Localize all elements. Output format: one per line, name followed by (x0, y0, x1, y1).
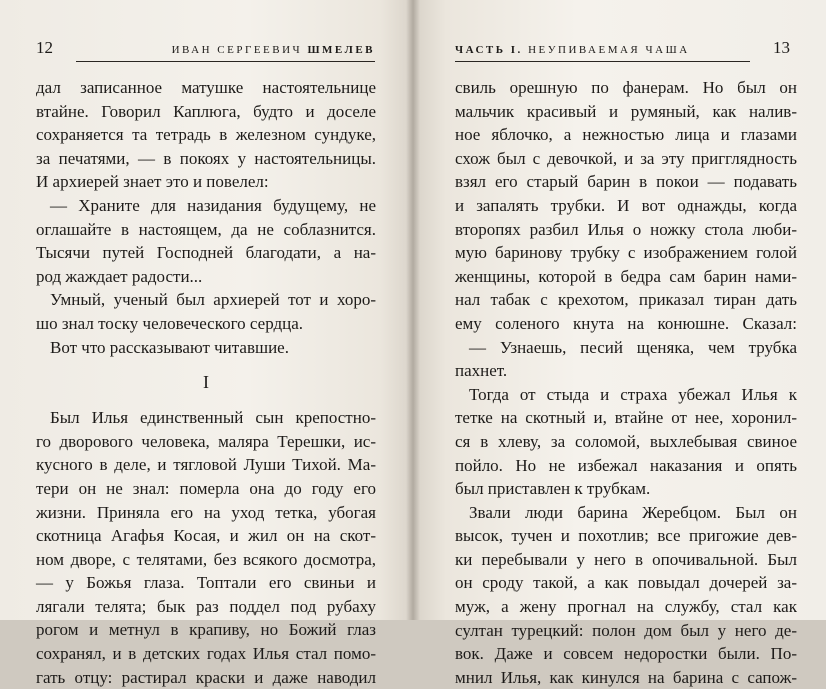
text-line: кусного в деле, и тягловой Луши Тихой. Ма- (36, 455, 376, 475)
text-line: — Узнаешь, песий щеняка, чем трубка (469, 337, 797, 357)
chapter-heading: I (203, 372, 209, 393)
text-line: ное яблочко, а нежностью лица и глазами (455, 125, 797, 145)
left-page-text (36, 76, 376, 689)
header-rule (455, 61, 750, 62)
author-name: ИВАН СЕРГЕЕВИЧ (171, 44, 303, 56)
text-line: лягали телята; бык раз поддел под рубаху (36, 596, 376, 616)
text-line: скотница Агафья Косая, и жил он на скот- (36, 526, 376, 546)
text-line: он сроду такой, а как повыдал дочерей за- (455, 573, 797, 593)
text-line: жизни. Приняла его на уход тетка, убогая (36, 502, 376, 522)
text-line: мальчик красивый и румяный, как налив- (455, 101, 797, 121)
author-surname: ШМЕЛЕВ (307, 44, 375, 56)
text-line: — у Божья глаза. Топтали его свиньи и (36, 573, 376, 593)
part-title: НЕУПИВАЕМАЯ ЧАША (528, 44, 690, 56)
text-line: свиль орешную по фанерам. Но был он (455, 78, 797, 97)
left-page (0, 0, 413, 687)
text-line: шо знал тоску человеческого сердца. (36, 313, 304, 333)
text-line: второпях разбил Илья о ножку стола люби- (455, 219, 797, 239)
right-running-header (455, 38, 790, 62)
left-running-header (36, 38, 375, 62)
text-line: ся в хлеву, за соломой, выхлебывая свиное (455, 431, 797, 451)
text-line: ном дворе, с телятами, без всякого досмотра, (36, 549, 376, 569)
text-line: Был Илья единственный сын крепостно- (50, 408, 376, 428)
right-page-text (455, 76, 797, 689)
text-line: Умный, ученый был архиерей тот и хоро- (50, 290, 376, 310)
text-line: был приставлен к трубкам. (455, 479, 651, 499)
text-line: пахнет. (455, 361, 508, 381)
text-line: гать отцу: растирал краски и даже наводил (36, 667, 376, 687)
text-line: тетке на скотный и, втайне от нее, хоронил- (455, 408, 797, 428)
text-line: муж, а жену прогнал на службу, стал как (455, 597, 797, 617)
text-line: султан турецкий: полон дом был у него де- (455, 620, 797, 640)
text-line: Тогда от стыда и страха убежал Илья к (469, 384, 797, 404)
part-label: ЧАСТЬ I. (455, 44, 523, 56)
text-line: нал табак с крехотом, приказал тиран дать (455, 290, 797, 310)
text-line: взял его старый барин в покои — подавать (455, 172, 797, 192)
text-line: И архиерей знает это и повелел: (36, 172, 269, 192)
text-line: Вот что рассказывают читавшие. (50, 337, 289, 357)
right-page (413, 0, 826, 687)
text-line: род жаждает радости... (36, 266, 203, 286)
right-page-number: 13 (773, 38, 790, 57)
text-line: за печатями, — в покоях у настоятельницы. (36, 148, 376, 168)
text-line: высок, тучен и похотлив; все пригожие дев- (455, 526, 797, 546)
text-line: втайне. Говорил Каплюга, будто и доселе (36, 101, 376, 121)
author-running-head (172, 44, 375, 56)
text-line: го дворового человека, маляра Терешки, ис- (36, 431, 376, 451)
text-line: оглашайте в настоящем, да не соблазнится. (36, 219, 376, 239)
text-line: тери он не знал: померла она до году его (36, 478, 376, 498)
text-line: Звали люди барина Жеребцом. Был он (469, 502, 797, 522)
text-line: вок. Даже и совсем недоростки были. По- (455, 644, 797, 664)
left-page-number: 12 (36, 38, 53, 57)
header-rule (76, 61, 375, 62)
text-line: схож был с девочкой, и за эту пригглядность (455, 148, 797, 168)
text-line: ему соленого кнута на конюшне. Сказал: (455, 313, 797, 333)
text-line: сохраняется та тетрадь в железном сундуке, (36, 125, 376, 145)
text-line: ки перебывали у него в опочивальной. Был (455, 549, 797, 569)
book-gutter (406, 0, 420, 620)
text-line: дал записанное матушке настоятельнице (36, 78, 376, 97)
text-line: женщины, которой в бедра сам барин нами- (455, 266, 797, 286)
text-line: и запалять трубки. И вот однажды, когда (455, 195, 797, 215)
part-running-head (455, 44, 690, 56)
text-line: мнил Илья, как кинулся на барина с сапож- (455, 667, 797, 687)
text-line: пойло. Но не избежал наказания и опять (455, 455, 797, 475)
text-line: — Храните для назидания будущему, не (50, 195, 376, 215)
text-line: Тысячи путей Господней благодати, а на- (36, 243, 376, 263)
text-line: мую баринову трубку с изображением голой (455, 243, 797, 263)
text-line: сохранял, и в детских годах Илья стал помо- (36, 644, 376, 664)
text-line: рогом и метнул в крапиву, но Божий глаз (36, 620, 376, 640)
